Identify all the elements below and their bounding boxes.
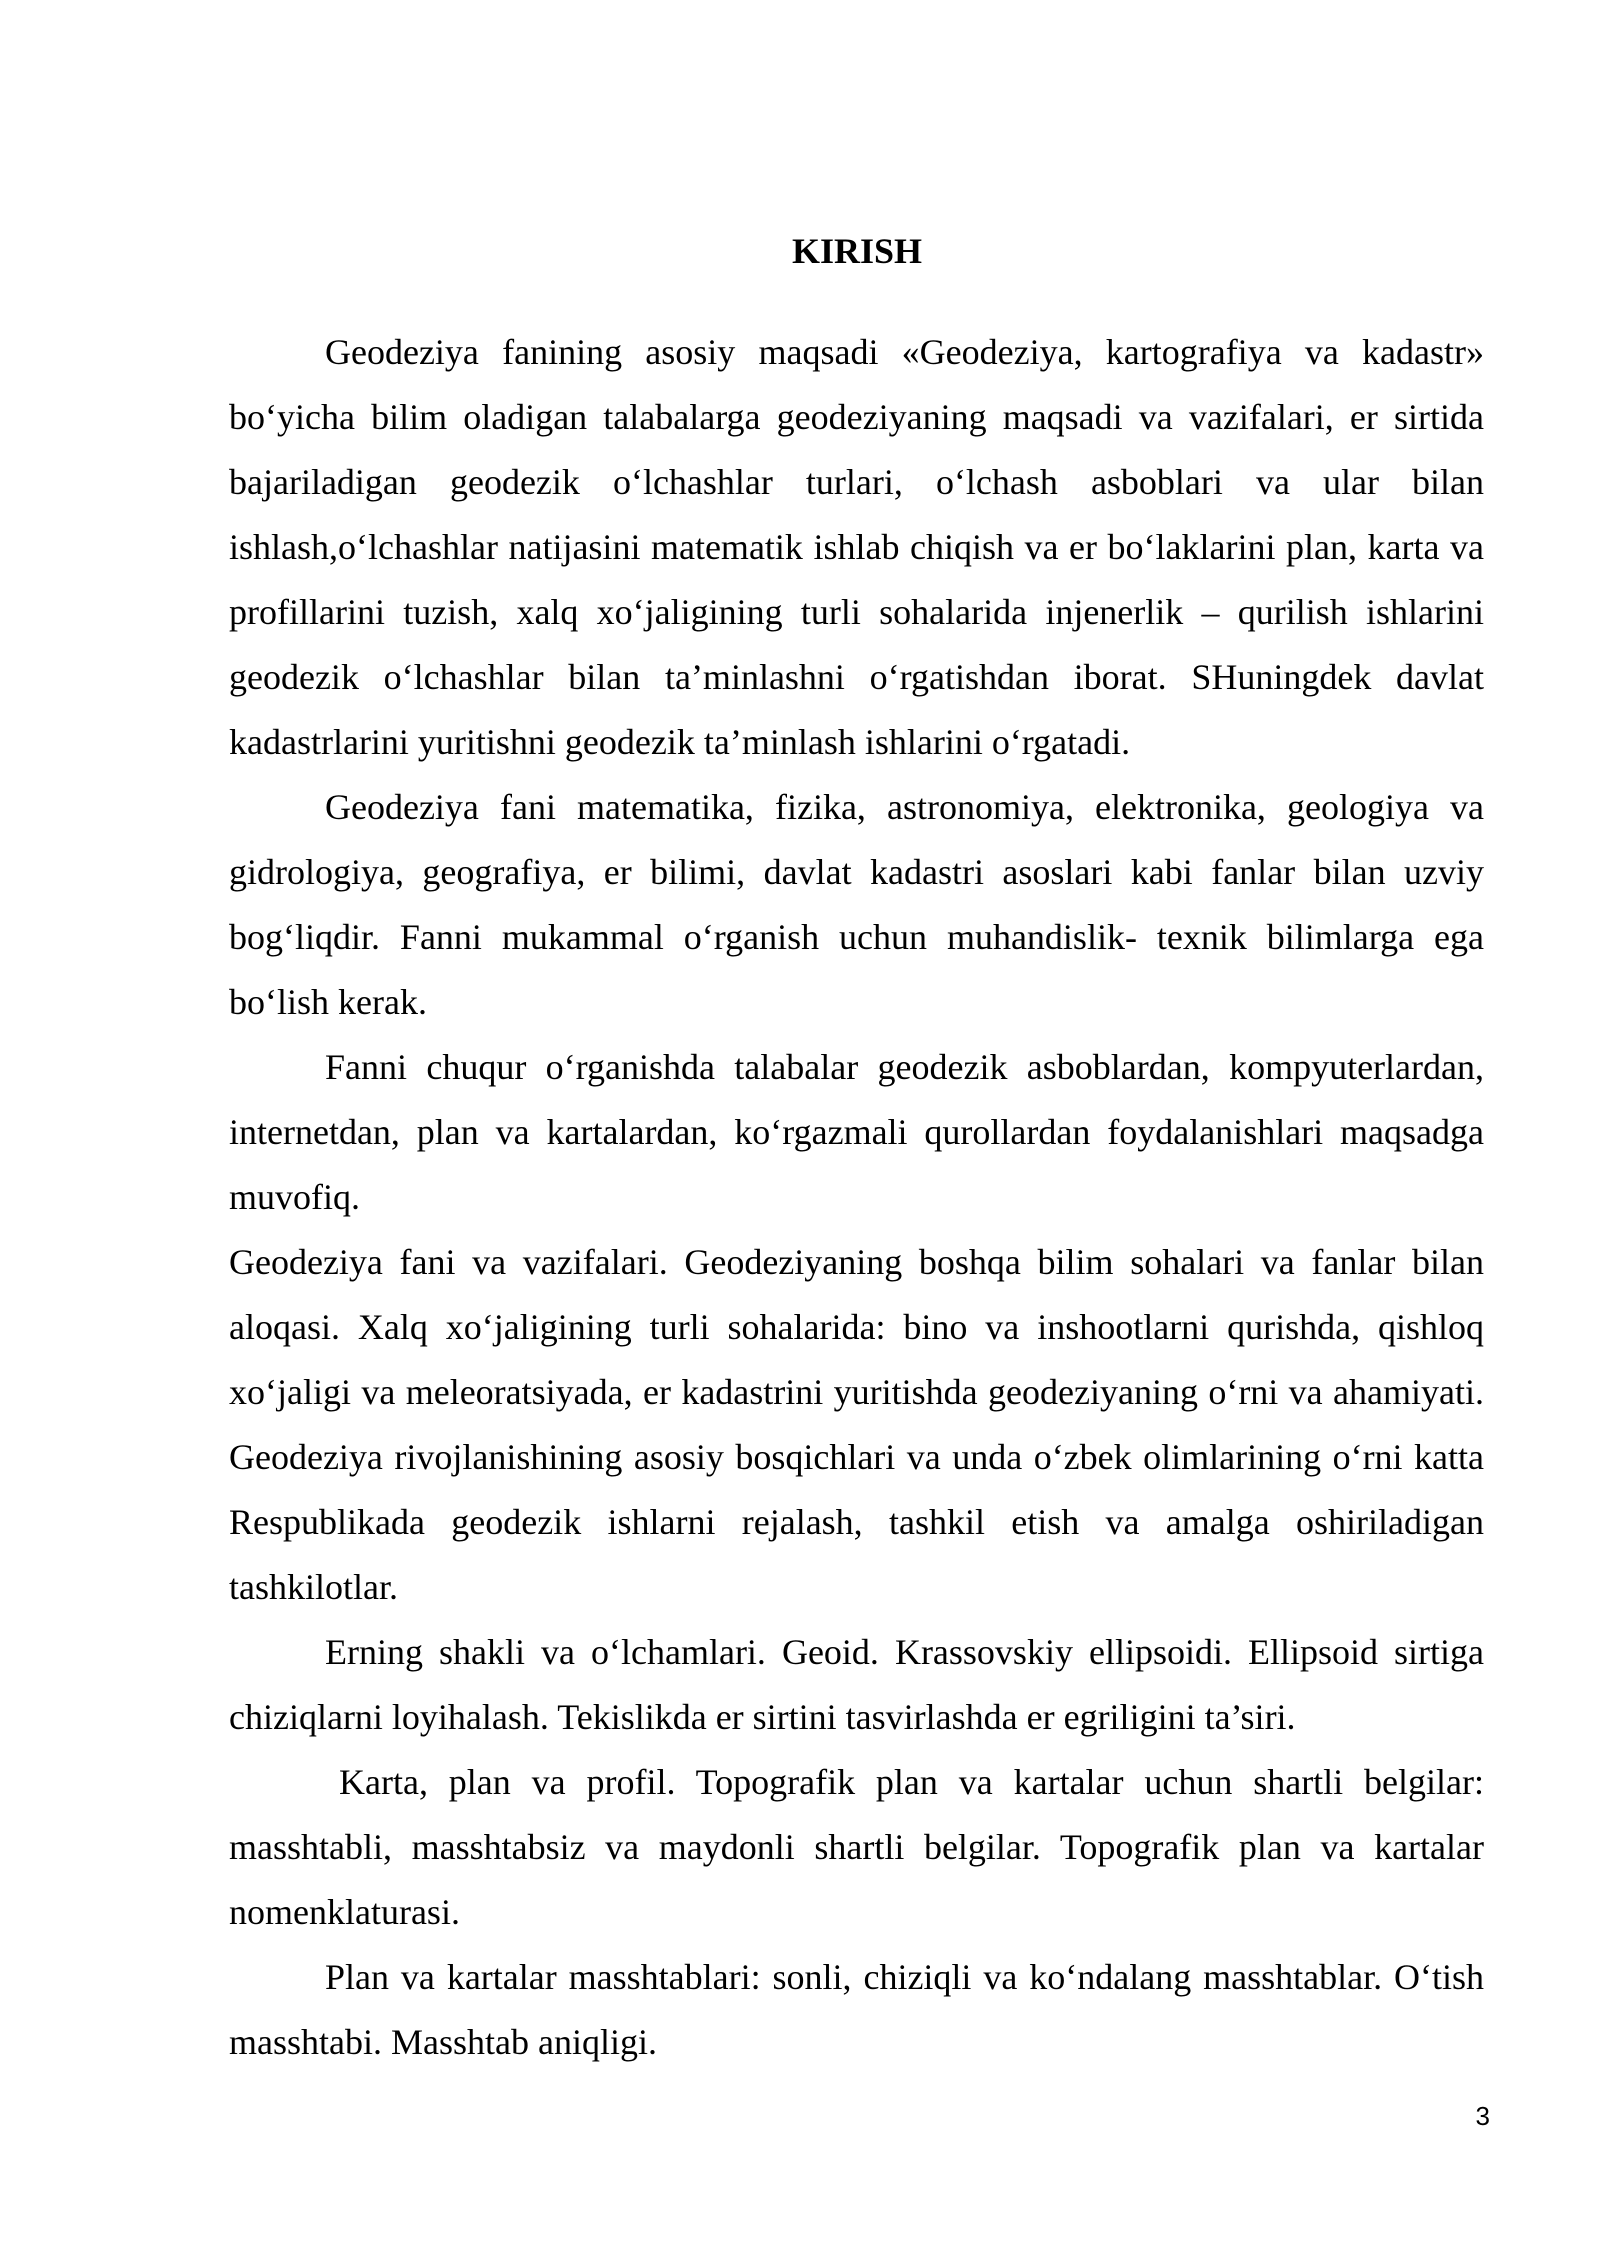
paragraph-intro: Geodeziya fanining asosiy maqsadi «Geodeziya, kartografiya va kadastr» bo‘yicha bilim oladigan talabalarga geodeziyaning maqsadi va vazifalari, er sirtida bajariladigan geodezik o‘lchashlar turlari, o‘lchash asboblari va ular bilan ishlash,o‘lchashlar natijasini matematik ishlab chiqish va er bo‘laklarini plan, karta va profillarini tuzish, xalq xo‘jaligining turli sohalarida injenerlik – qurilish ishlarini geodezik o‘lchashlar bilan ta’minlashni o‘rgatishdan iborat. SHuningdek davlat kadastrlarini yuritishni geodezik ta’minlash ishlarini o‘rgatadi. [229,332,1484,762]
paragraph-map-plan-profile: Karta, plan va profil. Topografik plan va kartalar uchun shartli belgilar: masshtabli, masshtabsiz va maydonli shartli belgilar. Topografik plan va kartalar nomenklaturasi. [229,1762,1484,1932]
body-text [229,320,1484,2075]
paragraph-related-sciences: Geodeziya fani matematika, fizika, astronomiya, elektronika, geologiya va gidrologiya, geografiya, er bilimi, davlat kadastri asoslari kabi fanlar bilan uzviy bog‘liqdir. Fanni mukammal o‘rganish uchun muhandislik- texnik bilimlarga ega bo‘lish kerak. [229,787,1484,1022]
paragraph-earth-shape: Erning shakli va o‘lchamlari. Geoid. Krassovskiy ellipsoidi. Ellipsoid sirtiga chiziqlarni loyihalash. Tekislikda er sirtini tasvirlashda er egriligini ta’siri. [229,1632,1484,1737]
page-heading: KIRISH [791,231,923,271]
page-number: 3 [1475,2101,1490,2131]
paragraph-study-tools: Fanni chuqur o‘rganishda talabalar geodezik asboblardan, kompyuterlardan, internetdan, plan va kartalardan, ko‘rgazmali qurollardan foydalanishlari maqsadga muvofiq. [229,1047,1484,1217]
paragraph-tasks: Geodeziya fani va vazifalari. Geodeziyaning boshqa bilim sohalari va fanlar bilan aloqasi. Xalq xo‘jaligining turli sohalarida: bino va inshootlarni qurishda, qishloq xo‘jaligi va meleoratsiyada, er kadastrini yuritishda geodeziyaning o‘rni va ahamiyati. Geodeziya rivojlanishining asosiy bosqichlari va unda o‘zbek olimlarining o‘rni katta Respublikada geodezik ishlarni rejalash, tashkil etish va amalga oshiriladigan tashkilotlar. [229,1242,1484,1607]
paragraph-scales: Plan va kartalar masshtablari: sonli, chiziqli va ko‘ndalang masshtablar. O‘tish masshtabi. Masshtab aniqligi. [229,1957,1484,2062]
